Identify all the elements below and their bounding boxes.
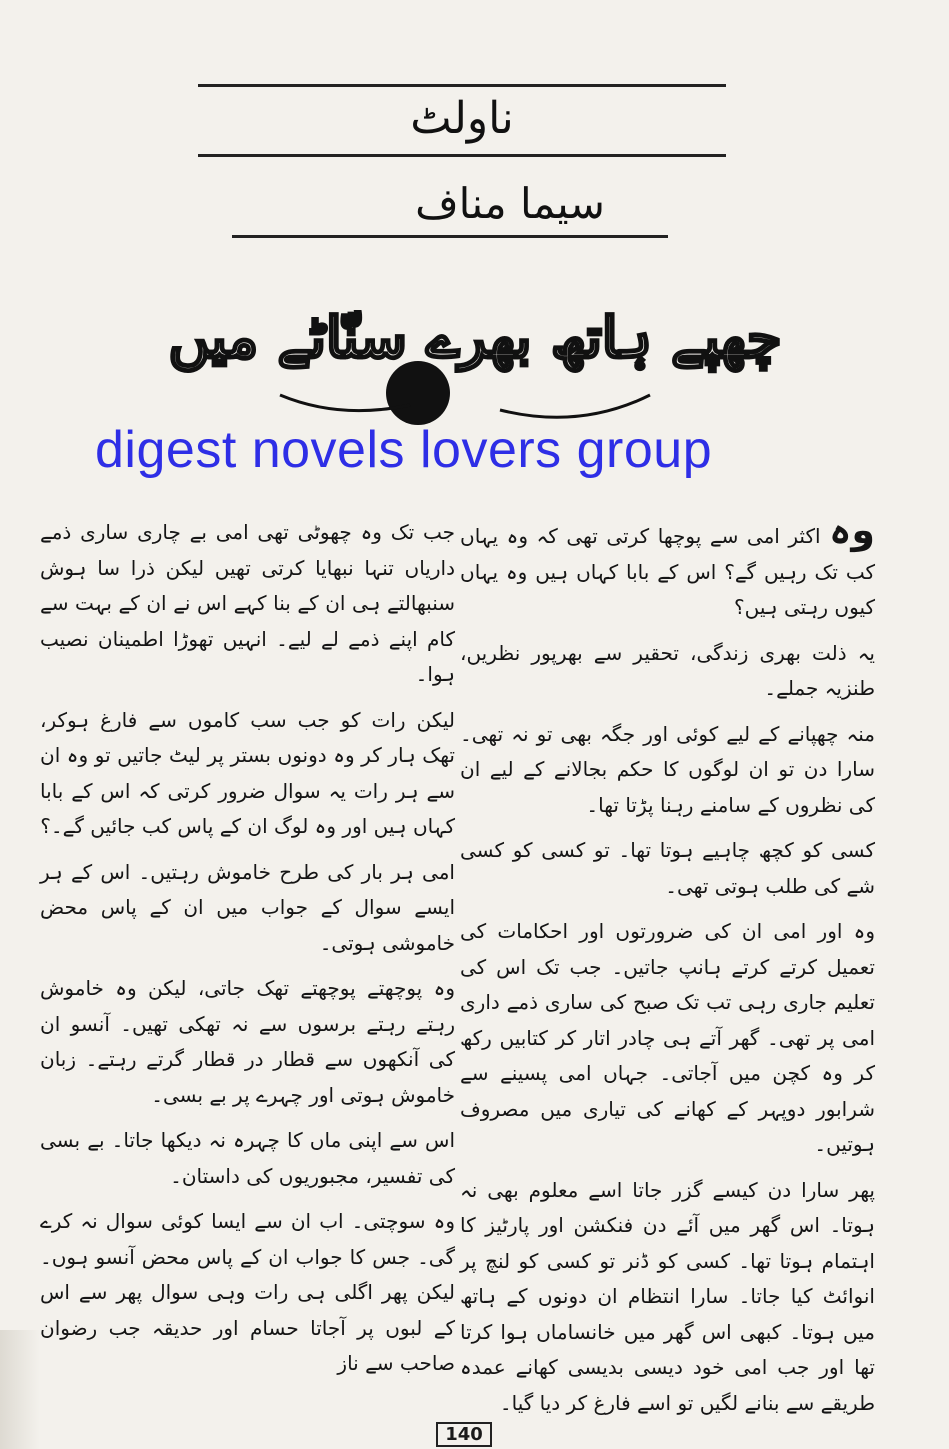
paragraph: یہ ذلت بھری زندگی، تحقیر سے بھرپور نظریں، طنزیہ جملے۔ — [460, 640, 875, 700]
category-heading: ناولٹ — [410, 93, 514, 144]
watermark-text: digest novels lovers group — [95, 421, 713, 479]
paragraph — [460, 508, 875, 626]
paragraph: وہ پوچھتے پوچھتے تھک جاتی، لیکن وہ خاموش رہتے رہتے برسوں سے نہ تھکی تھیں۔ آنسو ان کی آنکھوں سے قطار در قطار گرتے رہتے۔ زبان خاموش ہوتی اور چہرے پر بے بسی۔ — [40, 976, 455, 1107]
header-middle-rule — [198, 154, 726, 157]
paragraph: امی ہر بار کی طرح خاموش رہتیں۔ اس کے ہر ایسے سوال کے جواب میں ان کے پاس محض خاموشی ہوتی۔ — [40, 859, 455, 955]
title-calligraphy-svg — [168, 245, 782, 435]
paragraph: لیکن رات کو جب سب کاموں سے فارغ ہوکر، تھک ہار کر وہ دونوں بستر پر لیٹ جاتیں تو وہ ان سے ہر رات یہ سوال ضرور کرتی کہ اس کے بابا کہاں ہیں اور وہ لوگ ان کے پاس کب جائیں گے۔؟ — [40, 707, 455, 838]
paragraph: وہ اور امی ان کی ضرورتوں اور احکامات کی تعمیل کرتے کرتے ہانپ جاتیں۔ جب تک اس کی تعلیم جاری رہی تب تک صبح کی ساری ذمے داری امی پر تھی۔ گھر آتے ہی چادر اتار کر کتابیں رکھ کر وہ کچن میں آجاتی۔ جہاں امی پسینے سے شرابور دوپہر کے کھانے کی تیاری میں مصروف ہوتیں۔ — [460, 919, 875, 1156]
author-underline — [232, 235, 668, 238]
title-swash-2 — [500, 395, 650, 417]
drop-cap: وہ — [829, 508, 875, 552]
left-column — [40, 515, 455, 1392]
author-name: سیما مناف — [415, 179, 605, 228]
paragraph: پھر سارا دن کیسے گزر جاتا اسے معلوم بھی نہ ہوتا۔ اس گھر میں آئے دن فنکشن اور پارٹیز کا اہتمام ہوتا تھا۔ کسی کو ڈنر تو کسی کو لنچ پر انوائٹ کیا جاتا۔ سارا انتظام ان دونوں کے ہاتھ میں ہوتا۔ کبھی اس گھر میں خانساماں ہوا کرتا تھا اور جب امی خود دیسی بدیسی کھانے عمدہ طریقے سے بنانے لگیں تو اسے فارغ کر دیا گیا۔ — [460, 1177, 875, 1415]
paragraph-text: اکثر امی سے پوچھا کرتی تھی کہ وہ یہاں کب تک رہیں گے؟ اس کے بابا کہاں ہیں وہ یہاں کیوں رہتی ہیں؟ — [460, 524, 875, 619]
paragraph: جب تک وہ چھوٹی تھی امی بے چاری ساری ذمے داریاں تنہا نبھایا کرتی تھیں لیکن ذرا سا ہوش سنبھالتے ہی ان کے بنا کہے اس نے ان کے بہت سے کام اپنے ذمے لے لیے۔ انہیں تھوڑا اطمینان نصیب ہوا۔ — [40, 520, 455, 686]
scan-edge-shadow — [0, 1330, 40, 1449]
right-column — [460, 508, 875, 1431]
title-calligraphy-text: چھپے ہاتھ بھرے سنّاٹے میں — [168, 305, 782, 371]
paragraph: وہ سوچتی۔ اب ان سے ایسا کوئی سوال نہ کرے گی۔ جس کا جواب ان کے پاس محض آنسو ہوں۔ لیکن پھر اگلی ہی رات وہی سوال پھر سے اس کے لبوں پر آجاتا حسام اور حدیقہ جب رضوان صاحب سے ناز — [40, 1209, 455, 1375]
paragraph: اس سے اپنی ماں کا چہرہ نہ دیکھا جاتا۔ بے بسی کی تفسیر، مجبوریوں کی داستان۔ — [40, 1128, 455, 1188]
paragraph: کسی کو کچھ چاہیے ہوتا تھا۔ تو کسی کو کسی شے کی طلب ہوتی تھی۔ — [460, 838, 875, 898]
page-number: 140 — [436, 1422, 492, 1447]
paragraph: منہ چھپانے کے لیے کوئی اور جگہ بھی تو نہ تھی۔ سارا دن تو ان لوگوں کا حکم بجالانے کے لیے ان کی نظروں کے سامنے رہنا پڑتا تھا۔ — [460, 721, 875, 817]
header-top-rule — [198, 84, 726, 87]
novel-title-calligraphy — [168, 245, 782, 435]
